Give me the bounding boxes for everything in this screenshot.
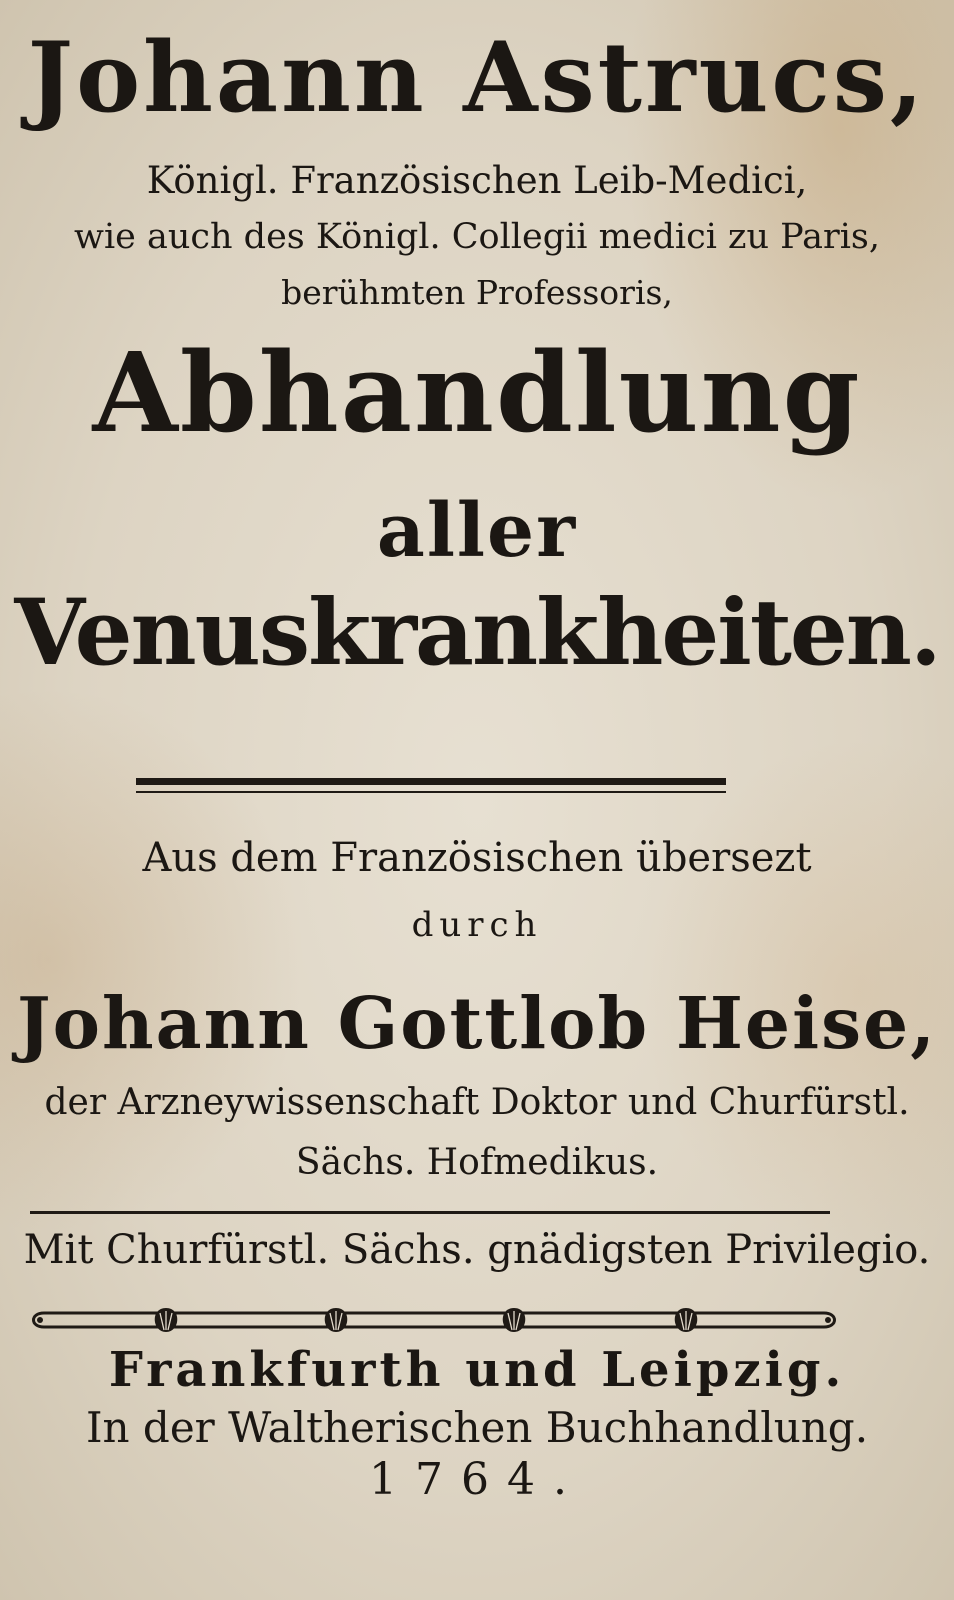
imprint-year: 1764.: [369, 1454, 585, 1505]
translator-name: Johann Gottlob Heise,: [17, 981, 937, 1065]
imprint-place: Frankfurth und Leipzig.: [108, 1342, 846, 1398]
translator-role-line: der Arzneywissenschaft Doktor und Churfürstl.: [44, 1082, 910, 1123]
translator-role-line: Sächs. Hofmedikus.: [295, 1142, 659, 1183]
main-title-line: Venuskrankheiten.: [14, 580, 940, 686]
double-rule-thin: [136, 791, 726, 793]
main-title-line: aller: [376, 488, 578, 574]
author-role-line: Königl. Französischen Leib-Medici,: [146, 159, 808, 202]
double-rule-thick: [136, 778, 726, 785]
main-title-line: Abhandlung: [92, 328, 862, 457]
privilege-line: Mit Churfürstl. Sächs. gnädigsten Privilegio.: [23, 1227, 931, 1273]
author-role-line: wie auch des Königl. Collegii medici zu Paris,: [74, 217, 880, 257]
imprint-publisher: In der Waltherischen Buchhandlung.: [85, 1403, 869, 1452]
ornamental-border-icon: [26, 1304, 842, 1336]
single-rule: [30, 1211, 830, 1214]
translation-note: Aus dem Französischen übersezt: [142, 835, 812, 881]
author-name: Johann Astrucs,: [27, 21, 927, 134]
author-role-line: berühmten Professoris,: [281, 273, 673, 312]
translation-by: durch: [411, 905, 543, 945]
